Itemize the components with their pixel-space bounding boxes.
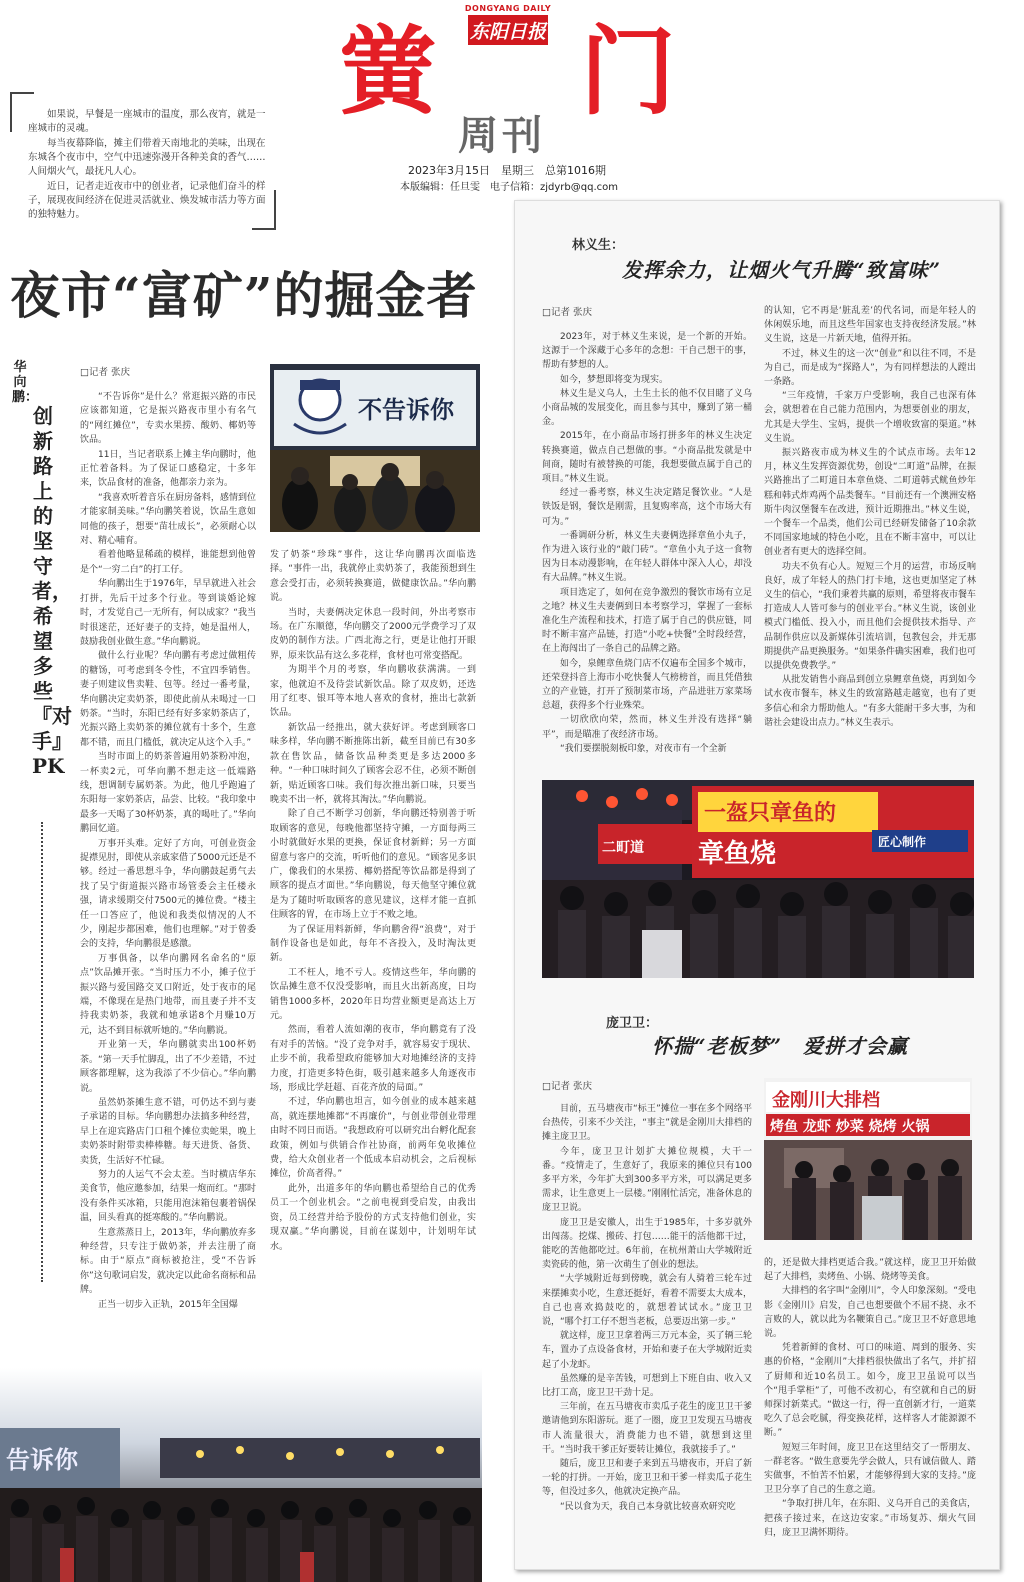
article-paragraph: “我们要摆脱刻板印象，对夜市有一个全新 bbox=[560, 743, 727, 754]
intro-paragraph: 如果说，早餐是一座城市的温度，那么夜宵，就是一座城市的灵魂。 bbox=[28, 109, 266, 134]
story3-column-2 bbox=[764, 1256, 976, 1546]
intro-paragraph: 每当夜幕降临，摊主们带着天南地北的美味，出现在东城各个夜市中，空气中迅速弥漫开各种美食的香气……人间烟火气，最抚凡人心。 bbox=[28, 138, 266, 177]
story1-reporter: □记者 张庆 bbox=[80, 367, 130, 378]
article-paragraph: 短短三年时间，庞卫卫在这里结交了一帮朋友、一群老客。“做生意要先学会做人，只有诚信做人、踏实做事，不怕苦不怕累，才能够得到大家的支持。”庞卫卫分享了自己的生意之道。 bbox=[764, 1442, 976, 1496]
article-paragraph: 一切欣欣向荣，然而，林义生并没有选择“躺平”，而是瞄准了夜经济市场。 bbox=[542, 715, 752, 740]
article-paragraph: 为了保证用料新鲜，华向鹏舍得“浪费”，对于制作设备也是如此，每年不吝投入，及时淘汰更新。 bbox=[270, 924, 476, 964]
article-paragraph: 虽然赚的是辛苦钱，可想到上下班自由、收入又比打工高，庞卫卫干劲十足。 bbox=[542, 1373, 752, 1399]
story2-column-1 bbox=[542, 330, 752, 762]
article-paragraph: 随后，庞卫卫和妻子来到五马塘夜市，开启了新一轮的打拼。一开始，庞卫卫和干爹一样卖瓜子花生等，但没过多久，他就决定换产品。 bbox=[542, 1459, 752, 1498]
market-sign-2: 章鱼烧 bbox=[698, 839, 777, 869]
market-sign-1: 一盔只章鱼的 bbox=[704, 800, 837, 826]
article-paragraph: 林义生是义乌人，土生土长的他不仅目睹了义乌小商品城的发展变化，而且参与其中，赚到了第一桶金。 bbox=[542, 388, 752, 428]
story2-reporter: □记者 张庆 bbox=[542, 307, 592, 318]
article-paragraph: “争取打拼几年，在东阳、义乌开自己的美食店，把孩子接过来，在这边安家。”市场复苏、烟火气回归，庞卫卫满怀期待。 bbox=[764, 1499, 976, 1538]
story3-name: 庞卫卫： bbox=[606, 1016, 659, 1031]
article-paragraph: “我喜欢听着音乐在厨房备料，感情到位才能家制美味。”华向鹏笑着说，饮品生意如同他的孩子，想要“苗壮成长”，必须耐心以对、精心哺育。 bbox=[80, 492, 256, 547]
story1-subtitle: 创新路上的坚守者，希望多些『对手』PK bbox=[32, 404, 72, 778]
article-paragraph: 今年，庞卫卫计划扩大摊位规模，大干一番。“疫情走了，生意好了，我原来的摊位只有100多平方米，今年扩大到300多平方米，可以满足更多需求，让生意更上一层楼。”刚刚忙活完，准备休息的庞卫卫说。 bbox=[542, 1146, 752, 1214]
article-paragraph: 除了自己不断学习创新，华向鹏还特别善于听取顾客的意见，每晚他都坚持守摊，一方面每两三小时就做好水果的更换，保证食材新鲜；另一方面留意与客户的交流，听听他们的意见。“顾客见多识广，像我们的水果捞、椰奶搭配等饮品都是得到了顾客的提点才面世。”华向鹏说，每天他坚守摊位就是为了随时听取顾客的意见建议，这样才能一直抓住顾客的胃，在市场上立于不败之地。 bbox=[270, 809, 476, 921]
article-paragraph: 经过一番考察，林义生决定踏足餐饮业。“人是铁饭是钢，餐饮是刚需，且复购率高，这个市场大有可为。” bbox=[542, 488, 752, 527]
intro-paragraph: 近日，记者走近夜市中的创业者，记录他们奋斗的样子，展现夜间经济在促进灵活就业、焕发城市活力等方面的独特魅力。 bbox=[28, 181, 266, 220]
article-paragraph: 就这样，庞卫卫拿着两三万元本金，买了辆三轮车，置办了点设备食材，开始和妻子在大学城附近卖起了小龙虾。 bbox=[542, 1331, 752, 1370]
article-paragraph: 一番调研分析，林义生夫妻俩选择章鱼小丸子，作为进入该行业的“敲门砖”。“章鱼小丸子这一食物因为日本动漫影响，在年轻人群体中深入人心，却没有大品牌。”林义生说。 bbox=[542, 530, 752, 584]
article-paragraph: 努力的人运气不会太差。当时横店华东美食节，他应邀参加，结果一炮而红。“那时没有条件买冰箱，只能用泡沫箱包裹着锅保温，回头看真的挺寒酸的。”华向鹏说。 bbox=[80, 1169, 256, 1224]
stall-photo bbox=[270, 364, 480, 532]
masthead-weekly: 周刊 bbox=[458, 112, 546, 159]
article-paragraph: 虽然奶茶摊生意不错，可仍达不到与妻子承诺的目标。华向鹏想办法搞多种经营，早上在迎宾路店门口租个摊位卖蛇果，晚上卖奶茶时附带卖棒棒糖。每天进货、备货、卖货，生活好不忙碌。 bbox=[80, 1097, 256, 1166]
article-paragraph: 看着他略显稀疏的模样，谁能想到他曾是个“一穷二白”的打工仔。 bbox=[80, 550, 256, 575]
story1-column-2 bbox=[270, 548, 476, 1348]
article-paragraph: 不过，华向鹏也坦言，如今创业的成本越来越高，就连摆地摊都“不再廉价”，与创业带创业带理由时不同日而语。“我想政府可以研究出台孵化配套政策，例如与供销合作社协商，前两年免收摊位费，给大众创业者一个低成本启动机会，之后视标摊位，价高者得。” bbox=[270, 1097, 476, 1180]
story1-name: 华向鹏： bbox=[12, 360, 39, 405]
masthead-char-1: 黉 bbox=[340, 15, 436, 128]
article-paragraph: 正当一切步入正轨，2015年全国爆 bbox=[98, 1299, 238, 1310]
article-paragraph: 开业第一天，华向鹏就卖出100杯奶茶。“第一天手忙脚乱，出了不少差错，不过顾客都理解，这为我添了不少信心。”华向鹏说。 bbox=[80, 1040, 256, 1094]
market-street-photo bbox=[542, 780, 974, 978]
market-sign-3: 二町道 bbox=[602, 840, 644, 856]
stall-sign-text: 不告诉你 bbox=[358, 395, 454, 424]
article-paragraph: 的认知，它不再是‘脏乱差’的代名词，而是年轻人的休闲娱乐地，而且这些年国家也支持夜经济发展。”林义生说，这是一片新天地，值得开拓。 bbox=[764, 306, 976, 345]
market-sign-4: 匠心制作 bbox=[878, 835, 927, 849]
story2-name: 林义生： bbox=[572, 238, 625, 253]
issue-date: 2023年3月15日 星期三 总第1016期 bbox=[408, 164, 606, 177]
intro-text bbox=[28, 108, 268, 223]
story1-column-1 bbox=[80, 390, 256, 1354]
editor-info: 本版编辑：任旦雯 电子信箱：zjdyrb@qq.com bbox=[400, 182, 618, 193]
article-paragraph: 如今，泉鲤章鱼烧门店不仅遍布全国多个城市，还荣登抖音上海市小吃快餐人气榜榜首，而且凭借独立的产业链，打开了预制菜市场，产品进驻万家菜场总超，获得多个行业殊荣。 bbox=[542, 658, 752, 712]
article-paragraph: 从批发销售小商品到创立泉鲤章鱼烧，再到如今试水夜市餐车，林义生的致富路越走越宽，也有了更多信心和余力帮助他人。“有多大能耐干多大事，为和谐社会建设出点力。”林义生表示。 bbox=[764, 675, 976, 728]
article-paragraph: 生意蒸蒸日上，2013年，华向鹏放弃多种经营，只专注于做奶茶，并去注册了商标。由于“原点”商标被抢注，受“不告诉你”这句歌词启发，就决定以此命名商标和品牌。 bbox=[80, 1227, 256, 1296]
article-paragraph: 此外，出道多年的华向鹏也希望给自己的优秀员工一个创业机会。“之前电视到受启发，由我出资，员工经营并给予股份的方式支持他们创业，实现双赢。”华向鹏说，目前在谋划中，计划明年试水。 bbox=[270, 1183, 476, 1252]
article-paragraph: “三年疫情，千家万户受影响，我自己也深有体会，就想着在自己能力范围内，为想要创业的朋友，尤其是大学生、宝妈，提供一个增收致富的渠道。”林义生说。 bbox=[764, 391, 976, 444]
brand-english: DONGYANG DAILY bbox=[464, 4, 552, 13]
article-paragraph: 振兴路夜市成为林义生的个试点市场。去年12月，林义生发挥资源优势，创设“二町道”品牌，在振兴路推出了二町道日本章鱼烧、二町道韩式鱿鱼炒年糕和韩式炸鸡两个品类餐车。“目前还有一个澳洲安格斯牛肉汉堡餐车在改进，预计近期推出。”林义生说，一个餐车一个品类，他们公司已经研发储备了10余款不同国家地域的特色小吃，且在不断丰富中，可以让创业者有更大的选择空间。 bbox=[764, 448, 976, 558]
article-paragraph: “不告诉你”是什么？常逛振兴路的市民应该都知道，它是振兴路夜市里小有名气的“网红摊位”，专卖水果捞、酸奶、椰奶等饮品。 bbox=[80, 392, 256, 446]
article-paragraph: 如今，梦想即将变为现实。 bbox=[560, 374, 669, 385]
bottom-sign-text: 告诉你 bbox=[6, 1445, 78, 1474]
article-paragraph: 的，还是做大排档更适合我。”就这样，庞卫卫开始做起了大排档，卖烤鱼、小锅、烧烤等美食。 bbox=[764, 1258, 976, 1283]
article-paragraph: 不过，林义生的这一次“创业”和以往不同，不是为自己，而是成为“探路人”，为有同样想法的人蹚出一条路。 bbox=[764, 348, 976, 388]
article-paragraph: 工不枉人，地不亏人。疫情这些年，华向鹏的饮品摊生意不仅没受影响，而且火出新高度，日均销售1000多杯，2020年日均营业额更是高达上万元。 bbox=[270, 967, 476, 1021]
article-paragraph: 新饮品一经推出，就大获好评。考虑到顾客口味多样，华向鹏不断推陈出新，截至目前已有30多款在售饮品，储备饮品种类更是多达2000多种。“一种口味时间久了顾客会忍不住，必须不断创新，贴近顾客口味。我们每次推出新口味，只要当晚卖不出一杯，就将其淘汰。”华向鹏说。 bbox=[270, 722, 476, 805]
story2-title: 发挥余力，让烟火气升腾“致富味” bbox=[622, 258, 942, 282]
article-paragraph: 然而，看着人流如潮的夜市，华向鹏竟有了没有对手的苦恼。“没了竞争对手，就容易安于现状、止步不前，我希望政府能够加大对地摊经济的支持力度，打造更多特色街，吸引越来越多人角逐夜市场，形成比学赶超、百花齐放的局面。” bbox=[270, 1025, 476, 1094]
article-paragraph: “民以食为天，我自己本身就比较喜欢研究吃 bbox=[560, 1501, 736, 1512]
article-paragraph: 目前，五马塘夜市“标王”摊位一事在多个网络平台热传，引来不少关注，“事主”就是金刚川大排档的摊主庞卫卫。 bbox=[542, 1104, 752, 1143]
article-paragraph: 当时，夫妻俩决定休息一段时间，外出考察市场。在广东顺德，华向鹏交了2000元学费学习了双皮奶的制作方法。广西北海之行，更是让他打开眼界，原来饮品有这么多花样，食材也可常变搭配。 bbox=[270, 607, 476, 661]
article-paragraph: 发了奶茶“珍珠”事件，这让华向鹏再次面临选择。“事件一出，我就停止卖奶茶了，我能预想到生意会受打击，必须转换赛道，做健康饮品。”华向鹏说。 bbox=[270, 550, 476, 604]
story3-column-1 bbox=[542, 1102, 752, 1542]
article-paragraph: 做什么行业呢？华向鹏有考虑过做粗传的糖饧，可考虑到冬令性，不宜四季销售。妻子则建议售卖鞋、包等。经过一番考量，华向鹏决定卖奶茶，即使此前从未喝过一口奶茶。“当时，东阳已经有好多家奶茶店了，光振兴路上卖奶茶的摊位就有十多个，生意都不错，而且门槛低，就决定从这个入手。” bbox=[80, 651, 256, 748]
brand-logo: 东阳日报 bbox=[468, 15, 548, 45]
dapaidang-sign-1: 金刚川大排档 bbox=[772, 1090, 880, 1111]
article-paragraph: 凭着新鲜的食材、可口的味道、周到的服务、实惠的价格，“金刚川”大排档很快做出了名气，并扩招了厨师和近10名员工。如今，庞卫卫虽说可以当个“甩手掌柜”了，可他不改初心，有空就和自己的厨师探讨新菜式。“做这一行，得一直创新才行，一道菜吃久了总会吃腻，得变换花样，这样客人才能源源不断。” bbox=[764, 1343, 976, 1439]
article-paragraph: 项目选定了，如何在竞争激烈的餐饮市场有立足之地？林义生夫妻俩到日本考察学习，掌握了一套标准化生产流程和技术，打造了属于自己的供应链，同时不断丰富产品链，打造“小吃+快餐”全时段经营，在上海闯出了一条自己的品牌之路。 bbox=[542, 587, 752, 655]
article-paragraph: 当时市面上的奶茶普遍用奶茶粉冲泡，一杯卖2元，可华向鹏不想走这一低端路线，想调制专属奶茶。为此，他几乎跑遍了东阳每一家奶茶店，品尝、比较。“我印象中最多一天喝了30杯奶茶，真的喝吐了。”华向鹏回忆道。 bbox=[80, 752, 256, 835]
story3-reporter: □记者 张庆 bbox=[542, 1081, 592, 1092]
story3-title: 怀揣“老板梦” 爱拼才会赢 bbox=[652, 1034, 909, 1058]
article-paragraph: 庞卫卫是安徽人，出生于1985年，十多岁就外出闯荡。挖煤、搬砖、打包……能干的活他都干过，能吃的苦他都吃过。6年前，在杭州萧山大学城附近卖瓷砖的他，第一次萌生了创业的想法。 bbox=[542, 1217, 752, 1271]
night-market-crowd-photo bbox=[0, 1368, 482, 1582]
article-paragraph: 万事俱备，以华向鹏网名命名的“原点”饮品摊开张。“当时压力不小，摊子位于振兴路与爱国路交叉口附近，处于夜市的尾端，不像现在是热门地带，而且妻子并不支持我卖奶茶，我就和她承诺8个月赚10万元，达不到目标就听她的。”华向鹏说。 bbox=[80, 953, 256, 1036]
article-paragraph: 为期半个月的考察，华向鹏收获满满。一到家，他就迫不及待尝试新饮品。除了双皮奶，还选用了红枣、银耳等本地人喜欢的食材，推出七款新饮品。 bbox=[270, 665, 476, 719]
article-paragraph: 2023年，对于林义生来说，是一个新的开始。这源于一个深藏于心多年的念想：干自己想干的事，帮助有梦想的人。 bbox=[542, 332, 752, 371]
dapaidang-photo bbox=[764, 1078, 972, 1240]
subtitle-dotted-rule bbox=[41, 822, 43, 1282]
article-paragraph: 万事开头难。定好了方向，可创业资金捉襟见肘，即使从亲戚家借了5000元还是不够。经过一番思想斗争，华向鹏鼓起勇气去找了吴宁街道振兴路市场管委会主任楼永强，请求缓期交付7500元的摊位费。“楼主任一口答应了，他说和我类似情况的人不少，刚起步都困难，他们也理解。”对于曾委会的支持，华向鹏很是感激。 bbox=[80, 838, 256, 950]
article-paragraph: “大学城附近每到傍晚，就会有人骑着三轮车过来摆摊卖小吃，生意还挺好，看着不需要太大成本，自己也喜欢捣鼓吃的，就想着试试水。”庞卫卫说，“哪个打工仔不想当老板，总要迈出第一步。” bbox=[542, 1274, 752, 1328]
main-headline: 夜市“富矿”的掘金者 bbox=[10, 266, 478, 325]
article-paragraph: 功夫不负有心人。短短三个月的运营，市场反响良好，成了年轻人的热门打卡地，这也更加坚定了林义生的信心，“我们秉着共赢的原则，希望将夜市餐车打造成人人皆可参与的创业平台。”林义生说，该创业模式门槛低、投入小，而且他们会提供技术指导、产品制作供应以及新媒体引流培训，包教包会，并无那期提供产品更换服务。“如果条件确实困难，我们也可以提供免费教学。” bbox=[764, 561, 976, 672]
dapaidang-sign-2: 烤鱼 龙虾 炒菜 烧烤 火锅 bbox=[770, 1119, 930, 1135]
article-paragraph: 大排档的名字叫“金刚川”，令人印象深刻。“受电影《金刚川》启发，自己也想要做个不屈不挠、永不言败的人，就以此为名鞭策自己。”庞卫卫不好意思地说。 bbox=[764, 1286, 976, 1340]
article-paragraph: 2015年，在小商品市场打拼多年的林义生决定转换赛道，做点自己想做的事。“小商品批发就是中间商，随时有被替换的可能，我想要做点属于自己的项目。”林义生说。 bbox=[542, 431, 752, 485]
article-paragraph: 三年前，在五马塘夜市卖瓜子花生的庞卫卫干爹邀请他到东阳游玩。逛了一圈，庞卫卫发现五马塘夜市人流量很大，消费能力也不错，就想到这里干。“当时我干爹正好要转让摊位，我就接手了。” bbox=[542, 1402, 752, 1455]
masthead-char-2: 门 bbox=[580, 15, 676, 128]
article-paragraph: 11日，当记者联系上摊主华向鹏时，他正忙着备料。为了保证口感稳定，十多年来，饮品食材的准备，他都亲力亲为。 bbox=[80, 449, 256, 489]
article-paragraph: 华向鹏出生于1976年，早早就进入社会打拼，先后干过多个行业。等到谈婚论嫁时，才发觉自己一无所有，何以成家？“我当时很迷茫，还好妻子的支持，她是温州人，鼓励我创业做生意。”华向鹏说。 bbox=[80, 579, 256, 647]
story2-column-2 bbox=[764, 304, 976, 762]
